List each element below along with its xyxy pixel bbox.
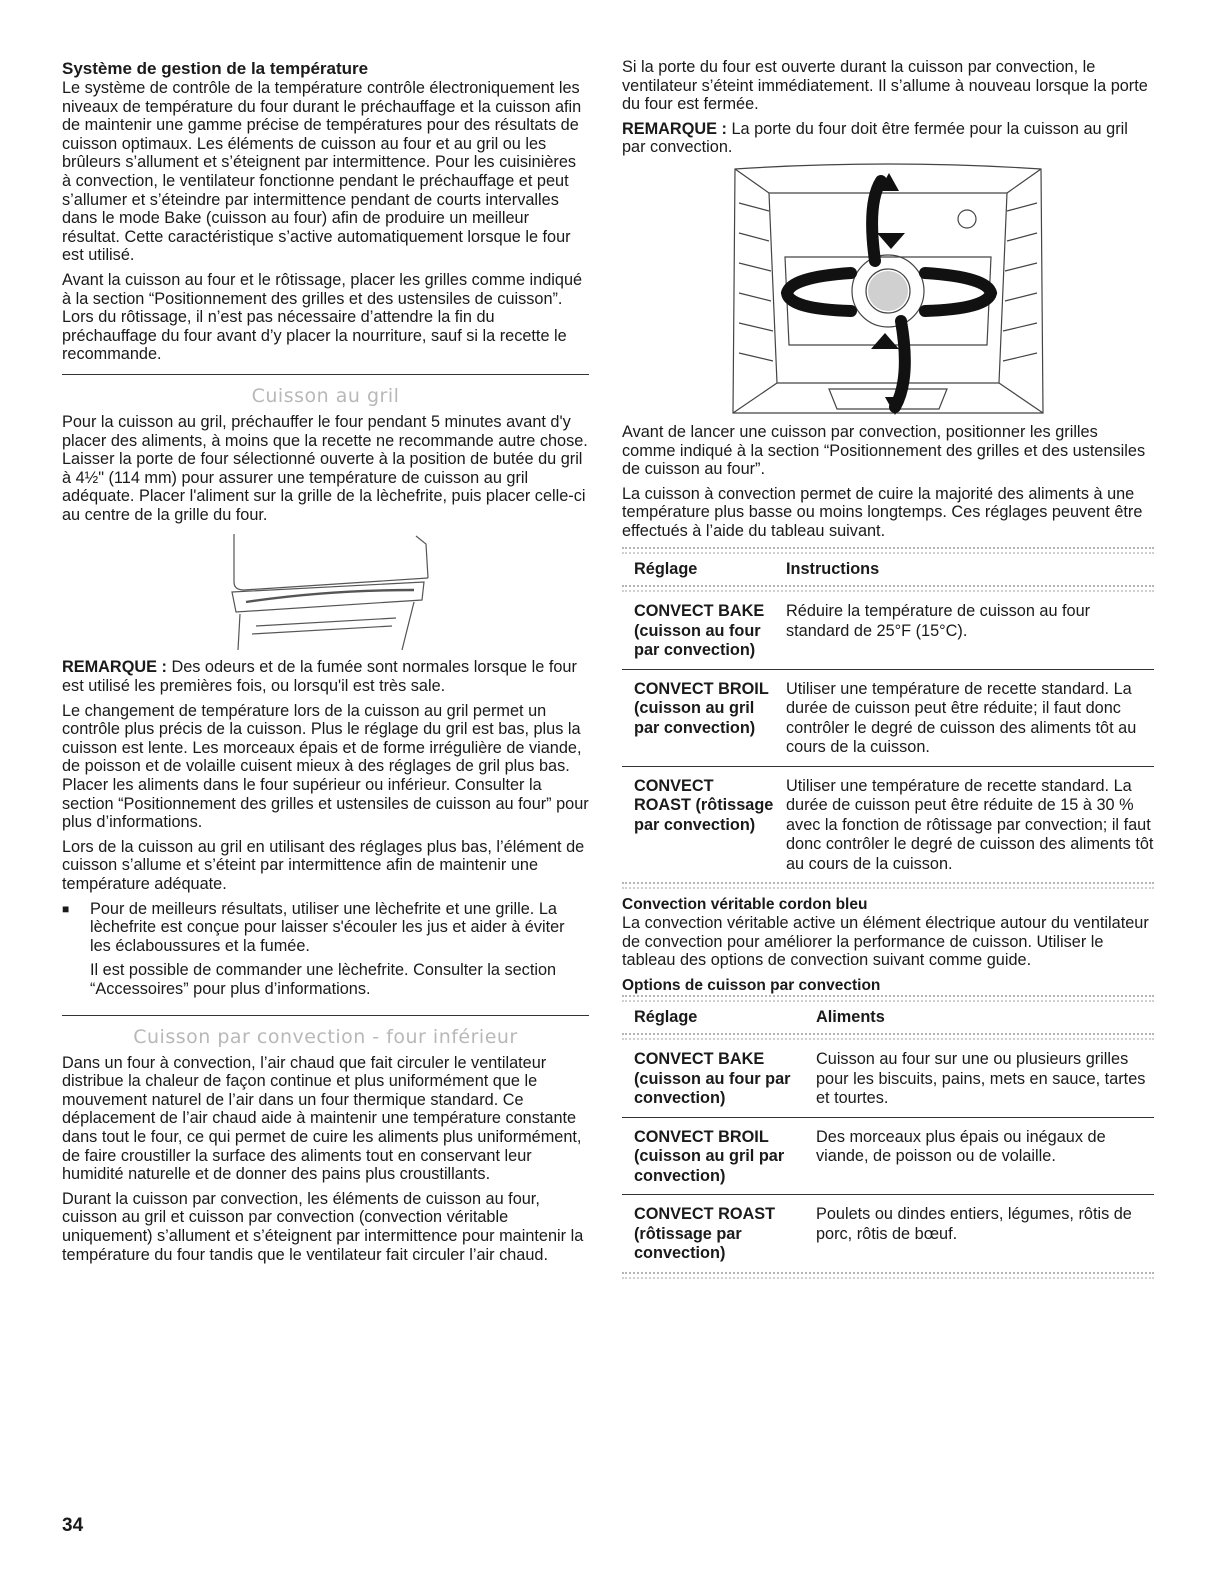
convection-options-table [622,1002,1154,1272]
options-heading: Options de cuisson par convection [622,976,881,994]
temperature-paragraph-2: Avant la cuisson au four et le rôtissage, placer les grilles comme indiqué à la section “Positionnement des grilles et des ustensiles de cuisson”. Lors du rôtissage, il n’est pas nécessaire d’attendre la fin du préchauffage du four avant d’y placer la nourriture, sauf si la recette le recommande. [62,270,583,364]
table-row [622,766,1154,882]
door-note [622,120,1154,157]
racks-paragraph: Avant de lancer une cuisson par convection, positionner les grilles comme indiqué à la section “Positionnement des grilles et des ustensiles de cuisson au four”. [622,422,1146,479]
setting-cell: CONVECT ROAST (rôtissage par convection) [634,776,774,834]
temperature-paragraph-1: Le système de contrôle de la température contrôle électroniquement les niveaux de température du four durant le préchauffage et la cuisson afin de maintenir une gamme précise de températures pour des résultats de cuisson optimaux. Les éléments de cuisson au four et au gril ou les brûleurs s’allument et s’éteignent par intermittence. Pour les cuisinières à convection, le ventilateur fonctionne pendant le préchauffage et peut s’allumer et s’éteindre par intermittence pendant de courts intervalles dans le mode Bake (cuisson au four) afin de produire un meilleur résultat. Cette caractéristique s’active automatiquement lorsque le four est utilisé. [62,79,582,265]
bullet-paragraph-2: Il est possible de commander une lèchefrite. Consulter la section “Accessoires” pour plus d’informations. [90,961,557,998]
left-column [62,58,589,1270]
note-label: REMARQUE : [62,658,167,677]
column-header: Réglage [634,1007,698,1026]
instruction-cell: Utiliser une température de recette standard. La durée de cuisson peut être réduite; il faut donc contrôler le degré de cuisson des aliments tôt au cours de la cuisson. [774,669,1154,766]
table-row [622,592,1154,669]
food-cell: Cuisson au four sur une ou plusieurs grilles pour les biscuits, pains, mets en sauce, tartes et tourtes. [804,1040,1154,1117]
table-top-border [622,995,1154,1002]
setting-cell: CONVECT ROAST (rôtissage par convection) [634,1205,776,1263]
broil-paragraph-2: Le changement de température lors de la cuisson au gril permet un contrôle plus précis de la cuisson. Plus le réglage du gril est bas, plus la cuisson est lente. Les morceaux épais et de forme irrégulière de viande, de poisson et de volaille cuisent mieux à des réglages de gril plus bas. Placer les aliments dans le four supérieur ou inférieur. Consulter la section “Positionnement des grilles et ustensiles de cuisson au four” pour plus d’informations. [62,701,589,832]
column-header: Instructions [786,559,880,578]
convection-paragraph-1: Dans un four à convection, l’air chaud que fait circuler le ventilateur distribue la chaleur de façon continue et plus uniformément que le mouvement naturel de l’air dans un four thermique standard. Ce déplacement de l’air chaud aide à maintenir une température constante dans tout le four, ce qui permet de cuire les aliments plus uniformément, de faire croustiller la surface des aliments tout en conservant leur humidité naturelle et de donner des pains plus croustillants. [62,1053,582,1184]
true-convection-paragraph: La convection véritable active un élément électrique autour du ventilateur de convection pour améliorer la performance de cuisson. Utiliser le tableau des options de convection suivant comme guide. [622,914,1149,970]
table-row [622,1040,1154,1117]
bullet-icon: ■ [62,901,70,916]
instruction-cell: Utiliser une température de recette standard. La durée de cuisson peut être réduite de 15 à 30 % avec la fonction de rôtissage par convection; il faut donc contrôler le degré de cuisson des aliments tôt au cours de la cuisson. [786,776,1154,873]
temperature-heading: Système de gestion de la température [62,59,369,78]
table-bottom-border [622,882,1154,889]
broil-section-title: Cuisson au gril [251,384,400,407]
setting-cell: CONVECT BROIL (cuisson au gril par convection) [622,1117,804,1195]
convection-section-title: Cuisson par convection - four inférieur [133,1025,518,1048]
table-top-border [622,547,1154,554]
table-header-row [622,554,1154,586]
column-header: Aliments [816,1007,885,1026]
broil-paragraph-1: Pour la cuisson au gril, préchauffer le four pendant 5 minutes avant d'y placer des aliments, à moins que la recette ne recommande autre chose. Laisser la porte de four sélectionné ouverte à la position de butée du gril à 4½" (114 mm) pour assurer une température de cuisson au gril adéquate. Placer l'aliment sur la grille de la lèchefrite, puis placer celle-ci au centre de la grille du four. [62,412,588,524]
right-column [622,58,1154,1279]
column-header: Réglage [634,559,698,578]
bullet-item [62,900,589,1005]
instruction-cell: Réduire la température de cuisson au four standard de 25°F (15°C). [774,592,1154,669]
convection-oven-illustration [729,163,1047,423]
convection-paragraph-2: Durant la cuisson par convection, les éléments de cuisson au four, cuisson au gril et cuisson par convection (convection véritable uniquement) s’allument et s’éteignent par intermittence pour maintenir la température du four tandis que le ventilateur fait circuler l’air chaud. [62,1189,584,1264]
page-number: 34 [62,1515,84,1536]
table-row [622,1117,1154,1195]
setting-cell: CONVECT BAKE (cuisson au four par convection) [622,592,774,669]
door-paragraph: Si la porte du four est ouverte durant la cuisson par convection, le ventilateur s’éteint immédiatement. Il s’allume à nouveau lorsque la porte du four est fermée. [622,58,1148,114]
setting-cell: CONVECT BROIL (cuisson au gril par convection) [622,669,774,766]
table-header-row [622,1002,1154,1034]
bullet-paragraph-1: Pour de meilleurs résultats, utiliser une lèchefrite et une grille. La lèchefrite est conçue pour laisser s'écouler les jus et aider à éviter les éclaboussures et la fumée. [90,899,565,955]
true-convection-heading: Convection véritable cordon bleu [622,896,868,914]
setting-cell: CONVECT BAKE (cuisson au four par convection) [622,1040,804,1117]
note-text: Des odeurs et de la fumée sont normales lorsque le four est utilisé les premières fois, ou lorsqu'il est très sale. [62,658,577,696]
convection-settings-table [622,554,1154,883]
broil-note [62,658,589,695]
broil-paragraph-3: Lors de la cuisson au gril en utilisant des réglages plus bas, l’élément de cuisson s’allume et s’éteint par intermittence afin de maintenir une température adéquate. [62,837,585,893]
note-text: La porte du four doit être fermée pour la cuisson au gril par convection. [622,119,1128,157]
food-cell: Poulets ou dindes entiers, légumes, rôtis de porc, rôtis de bœuf. [816,1205,1132,1243]
section-divider [62,1015,589,1016]
lower-temp-paragraph: La cuisson à convection permet de cuire la majorité des aliments à une température plus basse ou moins longtemps. Ces réglages peuvent être effectués à l’aide du tableau suivant. [622,484,1143,540]
oven-door-illustration [216,530,436,658]
table-bottom-border [622,1272,1154,1279]
food-cell: Des morceaux plus épais ou inégaux de viande, de poisson ou de volaille. [804,1117,1154,1195]
table-row [622,1195,1154,1272]
note-label: REMARQUE : [622,119,727,138]
table-row [622,669,1154,766]
section-divider [62,374,589,375]
